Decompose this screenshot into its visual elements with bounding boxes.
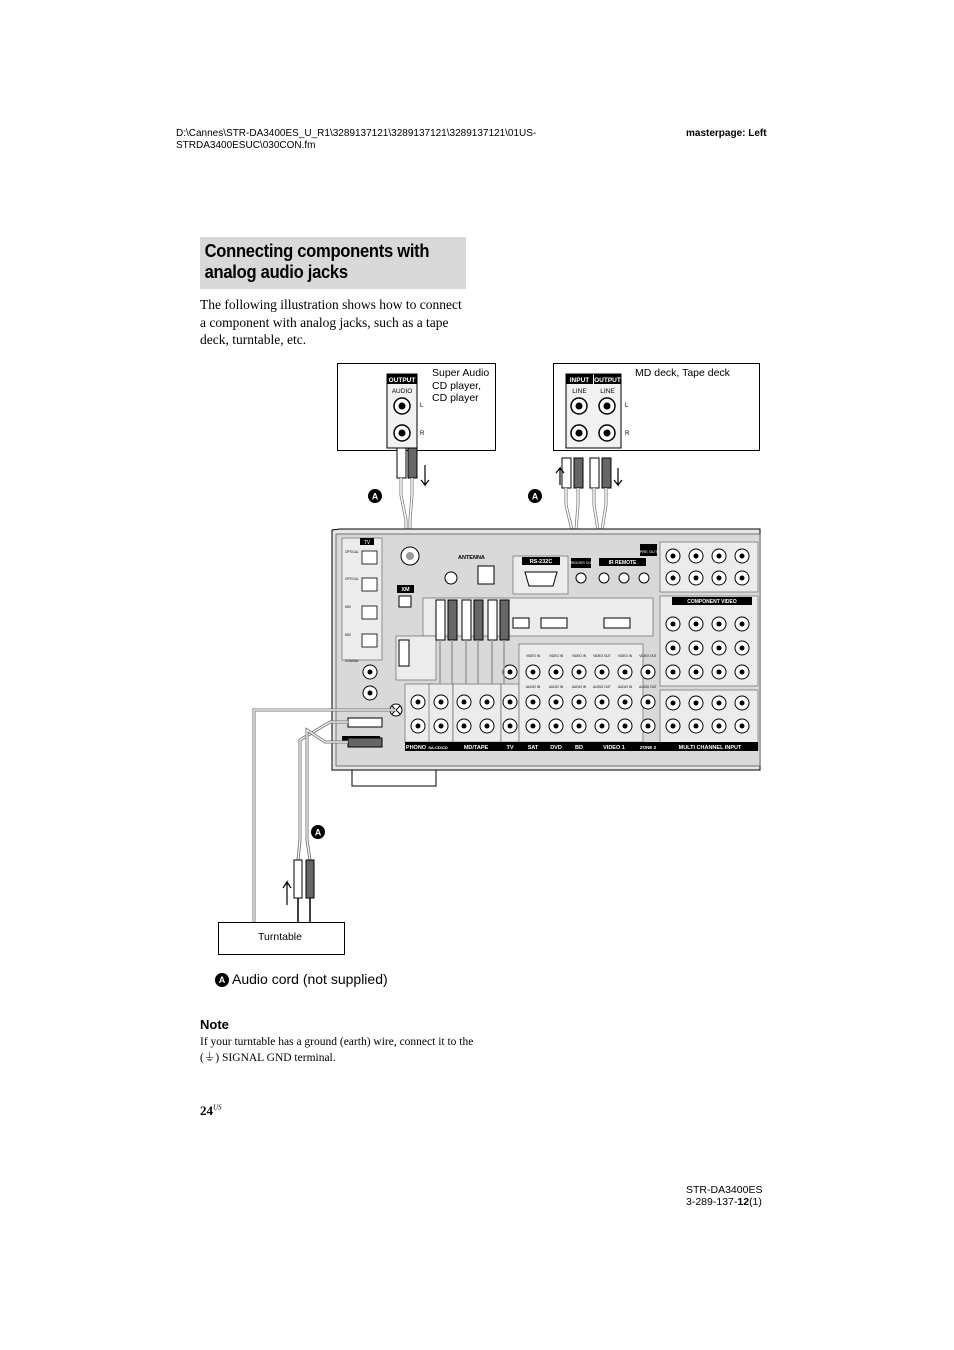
cd-output-label: OUTPUT bbox=[388, 377, 416, 384]
svg-text:ZONE 2: ZONE 2 bbox=[639, 745, 657, 750]
svg-text:AUDIO IN: AUDIO IN bbox=[571, 685, 587, 689]
svg-text:DVD: DVD bbox=[550, 745, 562, 751]
svg-text:L: L bbox=[420, 403, 424, 409]
legend-text: Audio cord (not supplied) bbox=[232, 971, 388, 987]
svg-text:PHONO: PHONO bbox=[405, 745, 427, 751]
svg-text:SA-CD/CD: SA-CD/CD bbox=[428, 745, 448, 750]
cd-audio-label: AUDIO bbox=[391, 388, 413, 395]
svg-text:TRIGGER OUT: TRIGGER OUT bbox=[568, 561, 594, 565]
svg-text:A: A bbox=[531, 491, 539, 502]
md-deck-caption: MD deck, Tape deck bbox=[635, 367, 730, 379]
badge-a-md bbox=[528, 489, 542, 503]
svg-text:MULTI CHANNEL INPUT: MULTI CHANNEL INPUT bbox=[678, 745, 742, 751]
svg-text:OPTICAL: OPTICAL bbox=[345, 577, 359, 581]
svg-text:TV: TV bbox=[506, 745, 514, 751]
svg-text:TV: TV bbox=[363, 540, 371, 546]
intro-paragraph: The following illustration shows how to connect a component with analog jacks, such as a tape deck, turntable, etc. bbox=[200, 297, 462, 347]
svg-text:RS-232C: RS-232C bbox=[529, 559, 553, 565]
svg-text:A: A bbox=[371, 491, 379, 502]
svg-text:VIDEO IN: VIDEO IN bbox=[526, 654, 540, 658]
svg-text:LINE: LINE bbox=[600, 388, 615, 395]
svg-text:VIDEO IN: VIDEO IN bbox=[618, 654, 632, 658]
svg-text:COMPONENT VIDEO: COMPONENT VIDEO bbox=[687, 599, 737, 605]
note-text: If your turntable has a ground (earth) wire, connect it to the (⏚) SIGNAL GND terminal. bbox=[200, 1036, 474, 1064]
svg-text:OPTICAL: OPTICAL bbox=[345, 550, 359, 554]
receiver-rear-panel bbox=[332, 529, 760, 786]
svg-text:MD/: MD/ bbox=[345, 633, 351, 637]
badge-a-turntable bbox=[311, 825, 325, 839]
svg-text:AUDIO IN: AUDIO IN bbox=[548, 685, 564, 689]
legend bbox=[215, 971, 388, 987]
badge-a-cd bbox=[368, 489, 382, 503]
page-number: $24^{US}$ bbox=[200, 1103, 222, 1118]
svg-text:R: R bbox=[420, 431, 425, 437]
svg-text:COAXIAL: COAXIAL bbox=[345, 659, 359, 663]
svg-text:VIDEO 1: VIDEO 1 bbox=[603, 745, 625, 751]
model-code: 3-289-137-12(1) bbox=[686, 1196, 762, 1208]
svg-text:AUDIO OUT: AUDIO OUT bbox=[593, 685, 611, 689]
svg-text:BD: BD bbox=[575, 745, 583, 751]
svg-text:R: R bbox=[625, 431, 630, 437]
svg-text:VIDEO OUT: VIDEO OUT bbox=[593, 654, 611, 658]
svg-text:SAT: SAT bbox=[527, 745, 539, 751]
footer-model bbox=[686, 1184, 762, 1208]
svg-text:ANTENNA: ANTENNA bbox=[458, 555, 485, 561]
header-masterpage: masterpage: Left bbox=[686, 128, 767, 139]
header-file-path: D:\Cannes\STR-DA3400ES_U_R1\3289137121\3289137121\3289137121\01US-STRDA3400ESUC\030CON.fm bbox=[176, 128, 537, 151]
note-heading: Note bbox=[200, 1017, 229, 1032]
cd-player-caption: Super Audio CD player, CD player bbox=[432, 367, 490, 404]
svg-text:MD/TAPE: MD/TAPE bbox=[463, 745, 489, 751]
svg-text:VIDEO IN: VIDEO IN bbox=[549, 654, 563, 658]
svg-text:INPUT: INPUT bbox=[569, 377, 590, 384]
svg-text:LINE: LINE bbox=[572, 388, 587, 395]
svg-text:XM: XM bbox=[401, 587, 410, 593]
svg-text:VIDEO OUT: VIDEO OUT bbox=[639, 654, 657, 658]
svg-text:AUDIO IN: AUDIO IN bbox=[617, 685, 633, 689]
section-title: Connecting components with analog audio jacks bbox=[204, 241, 430, 282]
svg-text:AUDIO OUT: AUDIO OUT bbox=[639, 685, 657, 689]
turntable-caption: Turntable bbox=[258, 931, 302, 943]
model-name: STR-DA3400ES bbox=[686, 1184, 763, 1196]
svg-text:OUTPUT: OUTPUT bbox=[594, 377, 621, 384]
svg-text:L: L bbox=[625, 403, 629, 409]
svg-text:VIDEO IN: VIDEO IN bbox=[572, 654, 586, 658]
svg-text:PRE OUT: PRE OUT bbox=[639, 549, 658, 554]
svg-text:A: A bbox=[314, 827, 322, 838]
legend-badge: A bbox=[215, 973, 229, 987]
svg-text:AUDIO IN: AUDIO IN bbox=[525, 685, 541, 689]
svg-text:IR REMOTE: IR REMOTE bbox=[608, 560, 637, 566]
svg-text:MD/: MD/ bbox=[345, 605, 351, 609]
